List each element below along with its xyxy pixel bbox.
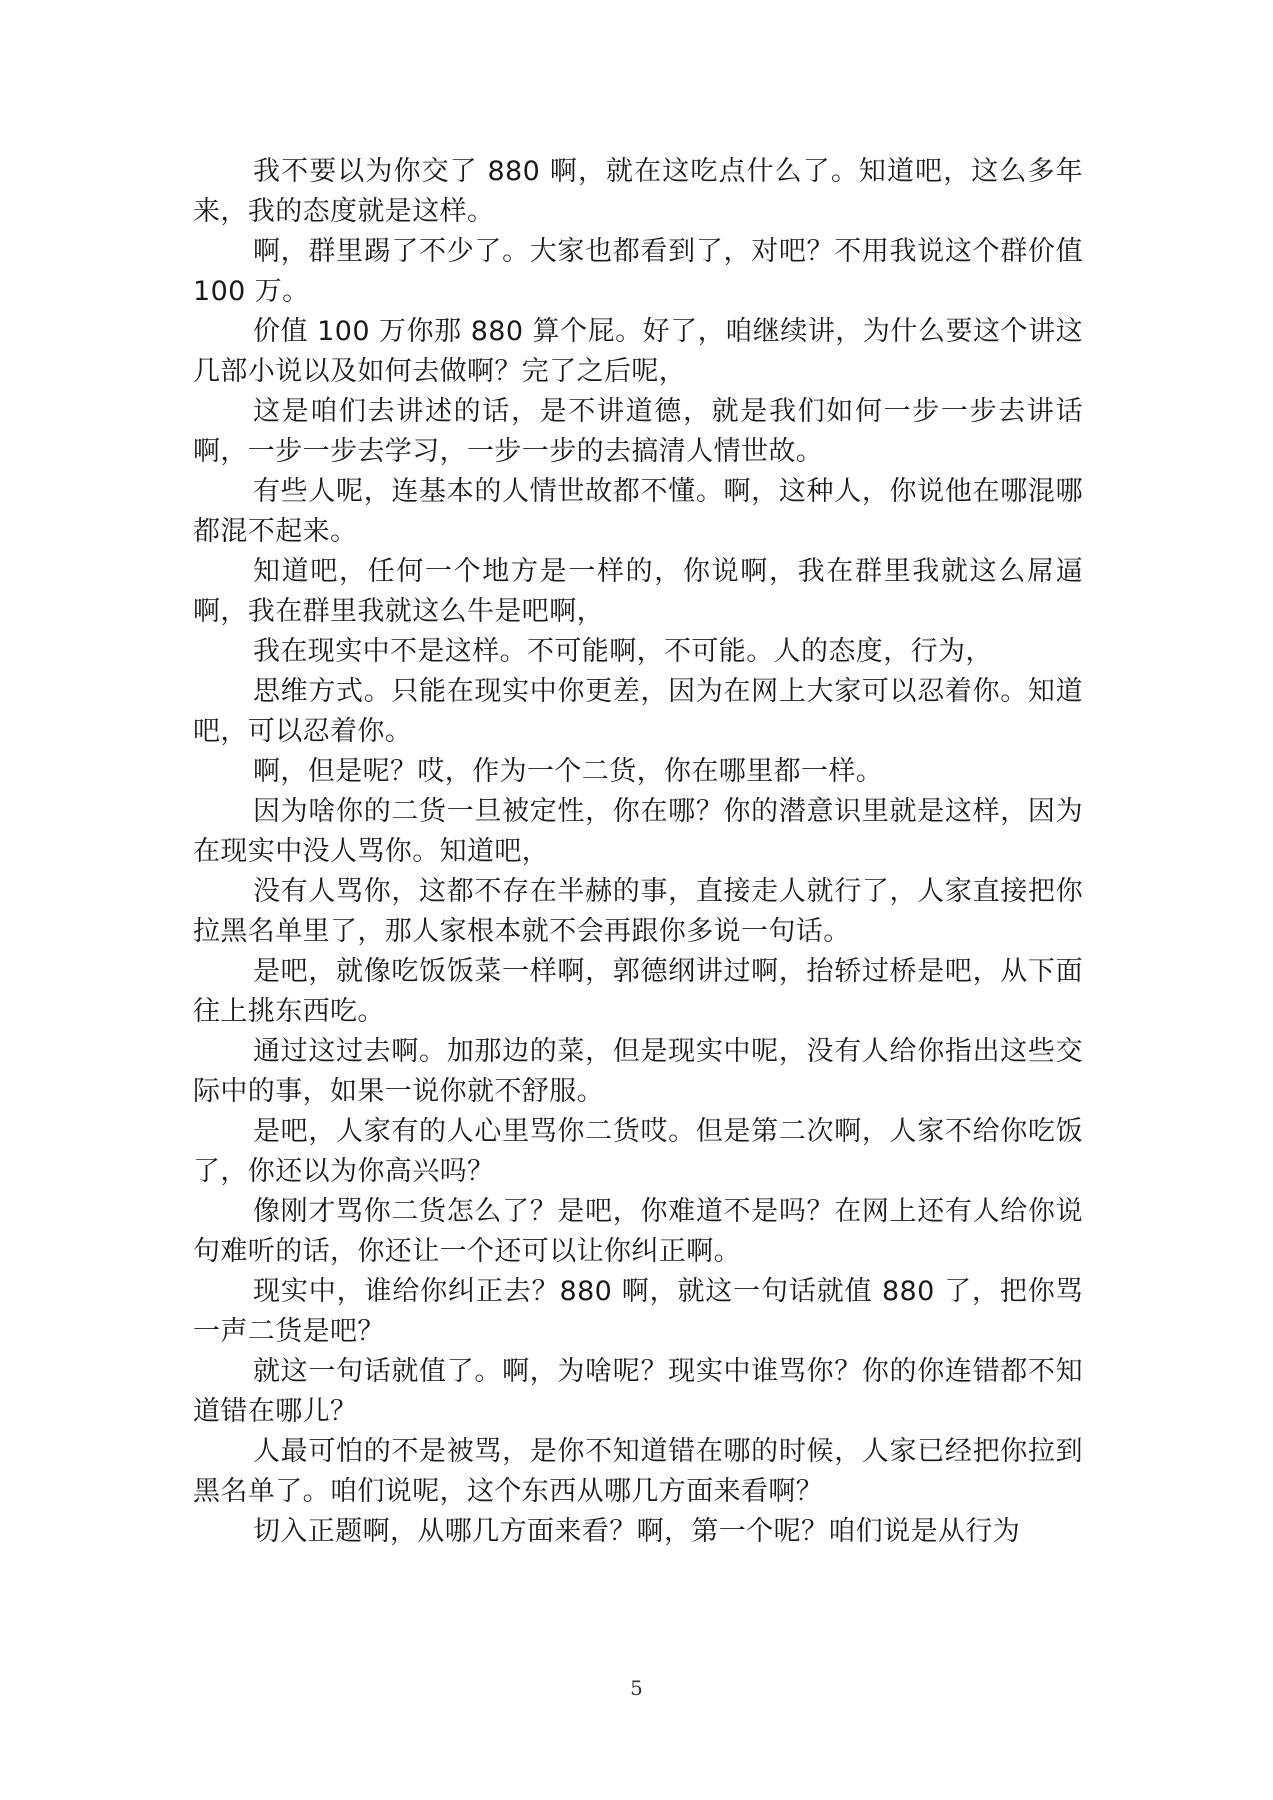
paragraph: 这是咱们去讲述的话，是不讲道德，就是我们如何一步一步去讲话啊，一步一步去学习，一步一步的去搞清人情世故。: [193, 396, 1083, 467]
body-text: [193, 152, 1083, 1552]
paragraph: 是吧，人家有的人心里骂你二货哎。但是第二次啊，人家不给你吃饭了，你还以为你高兴吗？: [193, 1116, 1083, 1187]
paragraph: 我在现实中不是这样。不可能啊，不可能。人的态度，行为，: [253, 636, 993, 667]
paragraph: 啊，但是呢？哎，作为一个二货，你在哪里都一样。: [253, 756, 884, 787]
paragraph: 价值 100 万你那 880 算个屁。好了，咱继续讲，为什么要这个讲这几部小说以及如何去做啊？完了之后呢，: [193, 316, 1083, 387]
paragraph: 切入正题啊，从哪几方面来看？啊，第一个呢？咱们说是从行为: [253, 1516, 1021, 1547]
paragraph: 没有人骂你，这都不存在半赫的事，直接走人就行了，人家直接把你拉黑名单里了，那人家根本就不会再跟你多说一句话。: [193, 876, 1083, 947]
paragraph: 人最可怕的不是被骂，是你不知道错在哪的时候，人家已经把你拉到黑名单了。咱们说呢，这个东西从哪几方面来看啊？: [193, 1436, 1083, 1507]
paragraph: 啊，群里踢了不少了。大家也都看到了，对吧？不用我说这个群价值 100 万。: [193, 236, 1083, 307]
paragraph: 有些人呢，连基本的人情世故都不懂。啊，这种人，你说他在哪混哪都混不起来。: [193, 476, 1083, 547]
paragraph: 现实中，谁给你纠正去？880 啊，就这一句话就值 880 了，把你骂一声二货是吧？: [193, 1276, 1083, 1347]
paragraph: 知道吧，任何一个地方是一样的，你说啊，我在群里我就这么屌逼啊，我在群里我就这么牛是吧啊，: [193, 556, 1083, 627]
paragraph: 像刚才骂你二货怎么了？是吧，你难道不是吗？在网上还有人给你说句难听的话，你还让一个还可以让你纠正啊。: [193, 1196, 1083, 1267]
paragraph: 是吧，就像吃饭饭菜一样啊，郭德纲讲过啊，抬轿过桥是吧，从下面往上挑东西吃。: [193, 956, 1083, 1027]
paragraph: 就这一句话就值了。啊，为啥呢？现实中谁骂你？你的你连错都不知道错在哪儿？: [193, 1356, 1083, 1427]
paragraph: 通过这过去啊。加那边的菜，但是现实中呢，没有人给你指出这些交际中的事，如果一说你就不舒服。: [193, 1036, 1083, 1107]
paragraph: 因为啥你的二货一旦被定性，你在哪？你的潜意识里就是这样，因为在现实中没人骂你。知道吧，: [193, 796, 1083, 867]
page-number: 5: [630, 1676, 643, 1700]
paragraph: 我不要以为你交了 880 啊，就在这吃点什么了。知道吧，这么多年来，我的态度就是这样。: [193, 156, 1083, 227]
paragraph: 思维方式。只能在现实中你更差，因为在网上大家可以忍着你。知道吧，可以忍着你。: [193, 676, 1083, 747]
